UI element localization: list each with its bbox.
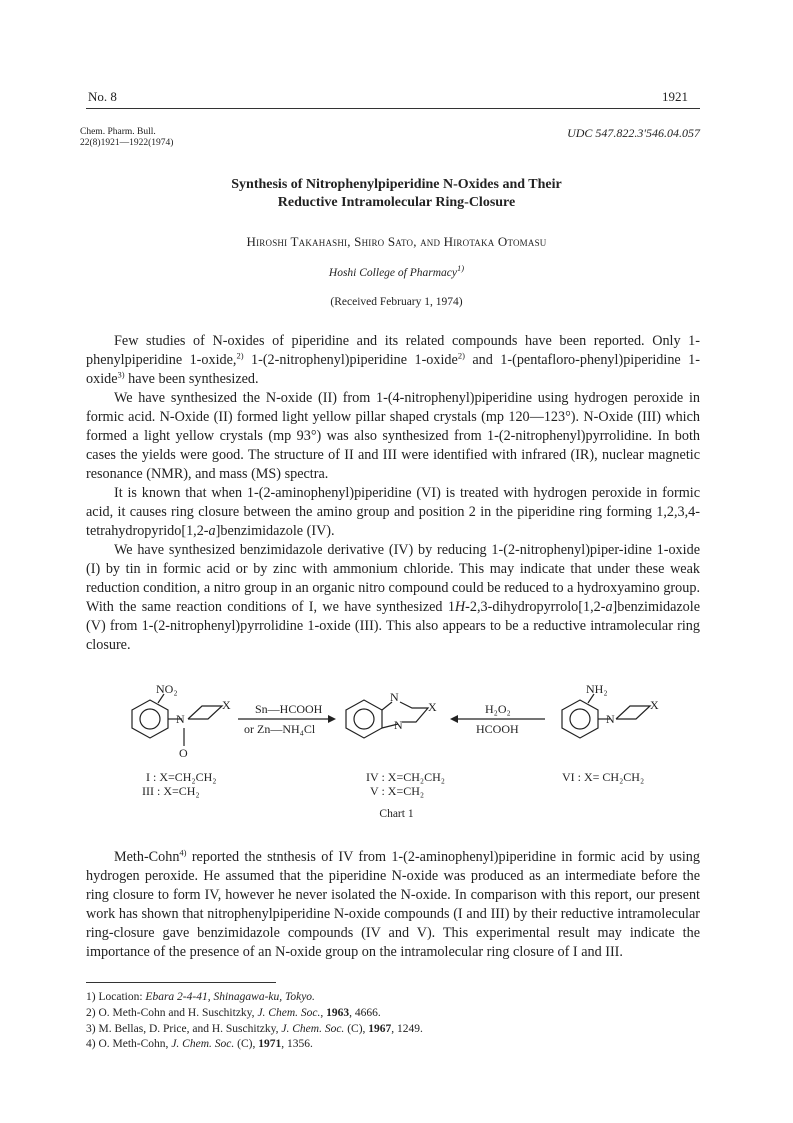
article-title xyxy=(0,176,793,212)
paragraph-3 xyxy=(86,484,700,541)
reagent-left-top: Sn—HCOOH xyxy=(255,702,323,716)
compound-VI: VI : X= CH₂CH₂ xyxy=(562,770,645,784)
ref-2a[interactable]: 2) xyxy=(236,350,244,361)
label-n-3: N xyxy=(394,718,403,732)
compound-III: III : X=CH₂ xyxy=(142,784,200,798)
arrow-1-head xyxy=(328,715,336,723)
chart-1-scheme xyxy=(110,682,710,828)
fn4-num: 4) xyxy=(86,1038,96,1051)
aromatic-circle-3 xyxy=(570,709,590,729)
p5-text-b: reported the stnthesis of IV from 1-(2-aminophenyl)piperidine in formic acid by using hydrogen peroxide. He assumed that the piperidine N-oxide was produced as an intermediate before the ring closure to form IV, however he never isolated the N-oxide. In comparison with this report, our present work has shown that nitrophenylpiperidine N-oxide compounds (I and III) by their reductive intramolecular ring-closure gave benzimidazole compounds (IV and V). This experimental result may indicate the importance of the presence of an N-oxide group on the intramolecular ring closure of I and III. xyxy=(86,849,700,960)
chart-caption: Chart 1 xyxy=(379,808,414,820)
p1-text-b: 1-(2-nitrophenyl)piperidine 1-oxide xyxy=(243,352,458,368)
fn4-journal: J. Chem. Soc. xyxy=(171,1038,235,1051)
citation-line-1: Chem. Pharm. Bull. xyxy=(80,127,156,137)
fn3-journal: J. Chem. Soc. xyxy=(281,1022,345,1035)
fn2-authors: O. Meth-Cohn and H. Suschitzky, xyxy=(98,1006,258,1019)
fn1-text: Ebara 2-4-41, Shinagawa-ku, Tokyo. xyxy=(145,991,315,1003)
sat-ring-1 xyxy=(188,706,222,719)
p4-italic-1: H xyxy=(454,599,466,615)
footnote-3 xyxy=(86,1022,423,1038)
label-no2: NO₂ xyxy=(156,682,178,696)
fn3-page: , 1249. xyxy=(391,1022,423,1035)
label-n-4: N xyxy=(606,712,615,726)
fn2-num: 2) xyxy=(86,1006,96,1019)
p3-text-b: ]benzimidazole (IV). xyxy=(215,523,335,539)
p4-italic-2: a xyxy=(605,599,613,615)
fn4-year: 1971 xyxy=(258,1038,282,1051)
udc-code: UDC 547.822.3'546.04.057 xyxy=(567,126,700,140)
footnotes xyxy=(86,990,423,1053)
sat-ring-2 xyxy=(400,702,428,722)
sat-ring-3 xyxy=(616,706,650,719)
paragraph-5 xyxy=(86,848,700,962)
p4-text: We have synthesized benzimidazole derivative (IV) by reducing 1-(2-nitrophenyl)piper-idine 1-oxide (I) by tin in formic acid or by zinc with ammonium chloride. This may indicate that under these weak reduction condition, a nitro group in an organic nitro compound could be reduced to a hydroxyamino group. With the same reaction conditions of I, we have synthesized 1 xyxy=(86,542,700,615)
authors: Hiroshi Takahashi, Shiro Sato, and Hirotaka Otomasu xyxy=(246,234,547,249)
title-line-1: Synthesis of Nitrophenylpiperidine N-Oxides and Their xyxy=(231,177,562,192)
fn4-page: , 1356. xyxy=(281,1038,313,1051)
label-x-3: X xyxy=(650,698,659,712)
compound-IV: IV : X=CH₂CH₂ xyxy=(366,770,445,784)
affiliation-ref: 1) xyxy=(456,263,465,274)
label-n-2: N xyxy=(390,690,399,704)
benzene-ring-2 xyxy=(346,700,382,738)
aromatic-circle-2 xyxy=(354,709,374,729)
compound-V: V : X=CH₂ xyxy=(370,784,425,798)
title-line-2: Reductive Intramolecular Ring-Closure xyxy=(277,195,516,210)
fn2-page: , 4666. xyxy=(349,1006,381,1019)
ref-2b[interactable]: 2) xyxy=(457,350,465,361)
affiliation-name: Hoshi College of Pharmacy xyxy=(328,267,457,279)
ref-4[interactable]: 4) xyxy=(179,847,187,858)
p3-italic: a xyxy=(208,523,216,539)
fn2-journal: J. Chem. Soc. xyxy=(257,1006,321,1019)
affiliation xyxy=(0,263,793,279)
citation-line-2: 22(8)1921—1922(1974) xyxy=(80,138,174,148)
benzene-ring-1 xyxy=(132,700,168,738)
paragraph-4 xyxy=(86,541,700,655)
footnote-1 xyxy=(86,990,423,1006)
issue-number: No. 8 xyxy=(88,89,117,104)
paragraph-1 xyxy=(86,332,700,389)
journal-citation xyxy=(80,127,173,149)
paragraph-2: We have synthesized the N-oxide (II) from 1-(4-nitrophenyl)piperidine using hydrogen peroxide in formic acid. N-Oxide (II) formed light yellow pillar shaped crystals (mp 120—123°). N-Oxide (III) which formed a light yellow crystals (mp 93°) was also synthesized from 1-(2-nitrophenyl)pyrrolidine. In both cases the yields were good. The structure of II and III were identified with infrared (IR), nuclear magnetic resonance (NMR), and mass (MS) spectra. xyxy=(86,390,700,482)
arrow-2-head xyxy=(450,715,458,723)
reagent-right-top: H₂O₂ xyxy=(485,702,511,716)
reagent-right-bottom: HCOOH xyxy=(476,722,519,736)
p4-text-b: -2,3-dihydropyrrolo[1,2- xyxy=(465,599,606,615)
fn3-year: 1967 xyxy=(368,1022,392,1035)
label-x-2: X xyxy=(428,700,437,714)
fn2-year: 1963 xyxy=(326,1006,350,1019)
benzene-ring-3 xyxy=(562,700,598,738)
footnote-4 xyxy=(86,1037,423,1053)
label-n-1: N xyxy=(176,712,185,726)
fn1-num: 1) xyxy=(86,991,96,1003)
p5-text: Meth-Cohn xyxy=(114,849,180,865)
ref-3[interactable]: 3) xyxy=(117,369,125,380)
fn3-num: 3) xyxy=(86,1022,96,1035)
fn1-label: Location: xyxy=(98,991,146,1003)
fn4-authors: O. Meth-Cohn, xyxy=(98,1038,172,1051)
page-number: 1921 xyxy=(662,89,688,104)
p3-text: It is known that when 1-(2-aminophenyl)piperidine (VI) is treated with hydrogen peroxide in formic acid, it causes ring closure between the amino group and position 2 in the piperidine ring forming 1,2,3,4-tetrahydropyrido[1,2- xyxy=(86,485,700,539)
compound-I: I : X=CH₂CH₂ xyxy=(146,770,217,784)
footnote-2: 2) O. Meth-Cohn and H. Suschitzky, J. Chem. Soc., 1963, 4666. xyxy=(86,1006,381,1019)
aromatic-circle-1 xyxy=(140,709,160,729)
header-rule xyxy=(86,108,700,109)
received-date: (Received February 1, 1974) xyxy=(330,296,463,308)
reagent-left-bottom: or Zn—NH₄Cl xyxy=(244,722,316,736)
footnote-rule xyxy=(86,982,276,983)
p1-text-d: have been synthesized. xyxy=(124,371,259,387)
label-nh2: NH₂ xyxy=(586,682,608,696)
p1-text-c: and 1-(pentafloro-phenyl)piperidine 1-oxide xyxy=(86,352,700,387)
label-o: O xyxy=(179,746,188,760)
body-section-2 xyxy=(86,848,700,962)
fn3-authors: M. Bellas, D. Price, and H. Suschitzky, xyxy=(98,1022,282,1035)
body-section-1 xyxy=(86,332,700,655)
fn4-section: (C), xyxy=(234,1038,259,1051)
label-x-1: X xyxy=(222,698,231,712)
p1-text: Few studies of N-oxides of piperidine and its related compounds have been reported. Only 1-phenylpiperidine 1-oxide, xyxy=(86,333,700,368)
fn3-section: (C), xyxy=(344,1022,369,1035)
p4-text-c: ]benzimidazole (V) from 1-(2-nitrophenyl)pyrrolidine 1-oxide (III). This also appears to be a reductive intramolecular ring closure. xyxy=(86,599,700,653)
